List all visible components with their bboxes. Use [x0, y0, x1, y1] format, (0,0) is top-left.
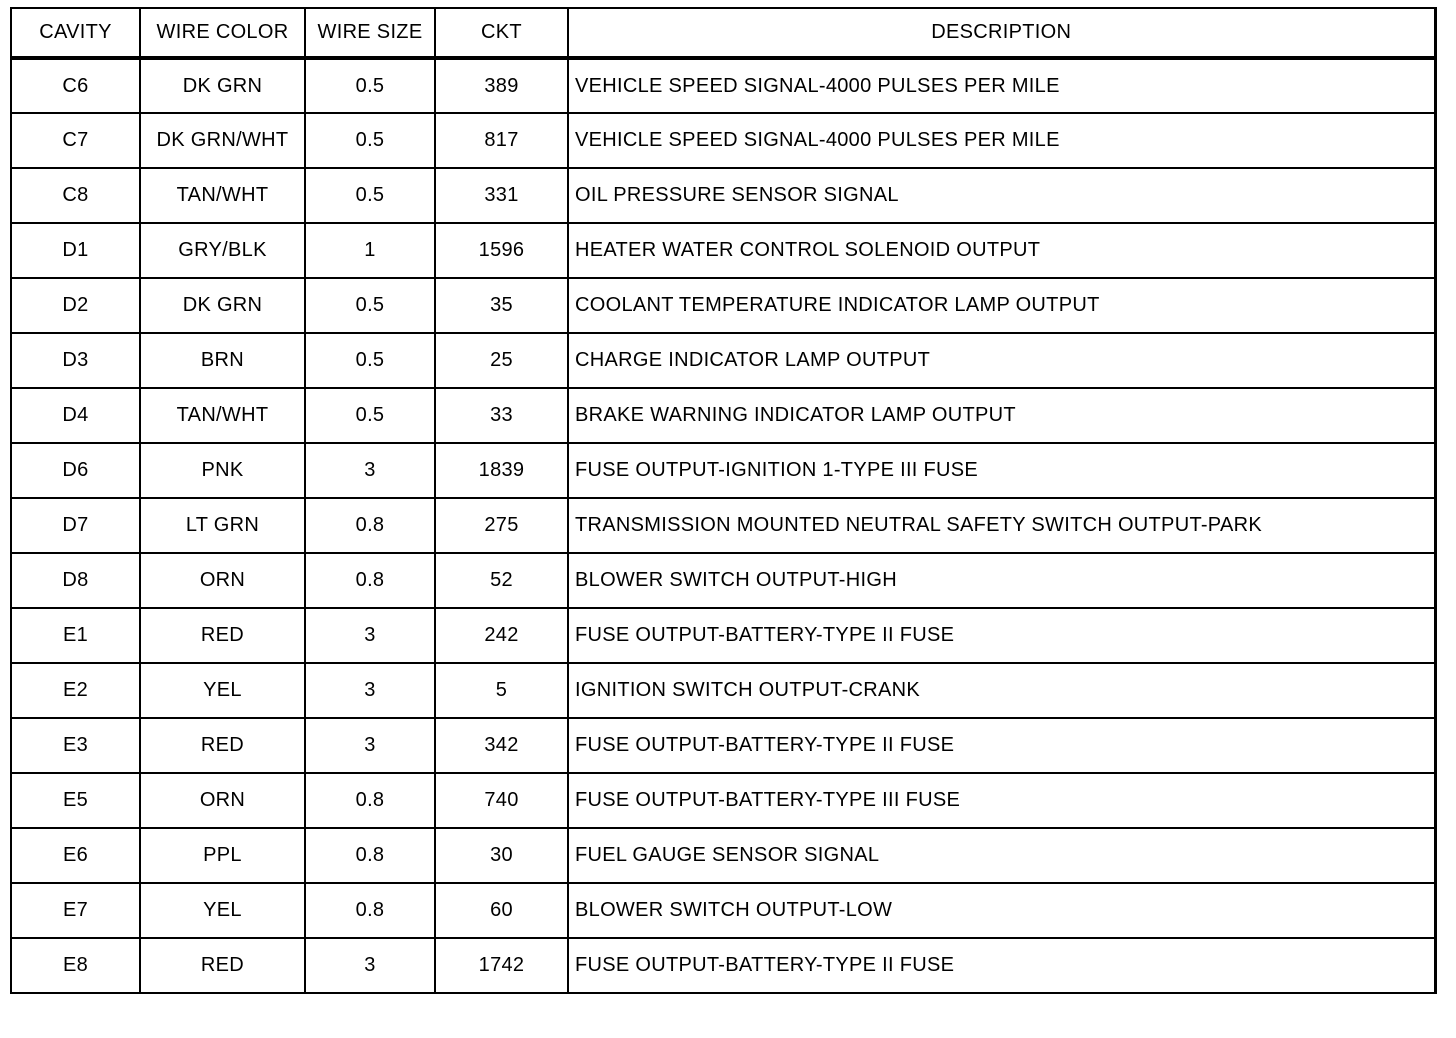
table-row — [11, 883, 1435, 938]
cell-wire-size: 3 — [305, 608, 435, 663]
cell-wire-size: 1 — [305, 223, 435, 278]
cell-description: FUSE OUTPUT-BATTERY-TYPE II FUSE — [568, 938, 1435, 993]
cell-wire-color: GRY/BLK — [140, 223, 305, 278]
cell-cavity: E5 — [11, 773, 140, 828]
table-row — [11, 773, 1435, 828]
cell-description: VEHICLE SPEED SIGNAL-4000 PULSES PER MILE — [568, 58, 1435, 113]
cell-description: IGNITION SWITCH OUTPUT-CRANK — [568, 663, 1435, 718]
header-ckt: CKT — [435, 8, 568, 58]
table-row — [11, 553, 1435, 608]
cell-wire-color: DK GRN — [140, 58, 305, 113]
cell-wire-color: ORN — [140, 773, 305, 828]
cell-cavity: D7 — [11, 498, 140, 553]
cell-cavity: D6 — [11, 443, 140, 498]
cell-cavity: E3 — [11, 718, 140, 773]
cell-cavity: E8 — [11, 938, 140, 993]
cell-ckt: 60 — [435, 883, 568, 938]
cell-cavity: D3 — [11, 333, 140, 388]
cell-wire-color: PNK — [140, 443, 305, 498]
cell-cavity: D8 — [11, 553, 140, 608]
connector-cavity-table — [10, 7, 1437, 994]
cell-cavity: C7 — [11, 113, 140, 168]
cell-description: FUEL GAUGE SENSOR SIGNAL — [568, 828, 1435, 883]
cell-wire-color: DK GRN — [140, 278, 305, 333]
cell-ckt: 740 — [435, 773, 568, 828]
cell-wire-size: 0.5 — [305, 333, 435, 388]
cell-wire-size: 0.5 — [305, 388, 435, 443]
table-row — [11, 278, 1435, 333]
cell-description: OIL PRESSURE SENSOR SIGNAL — [568, 168, 1435, 223]
cell-cavity: C8 — [11, 168, 140, 223]
cell-ckt: 35 — [435, 278, 568, 333]
cell-cavity: D4 — [11, 388, 140, 443]
cell-wire-color: RED — [140, 608, 305, 663]
cell-cavity: D2 — [11, 278, 140, 333]
cell-wire-size: 0.5 — [305, 278, 435, 333]
cell-description: FUSE OUTPUT-BATTERY-TYPE II FUSE — [568, 718, 1435, 773]
cell-ckt: 1742 — [435, 938, 568, 993]
cell-ckt: 331 — [435, 168, 568, 223]
cell-description: BLOWER SWITCH OUTPUT-HIGH — [568, 553, 1435, 608]
table-row — [11, 938, 1435, 993]
table-row — [11, 113, 1435, 168]
table-row — [11, 333, 1435, 388]
cell-wire-color: RED — [140, 718, 305, 773]
table-row — [11, 223, 1435, 278]
cell-description: COOLANT TEMPERATURE INDICATOR LAMP OUTPUT — [568, 278, 1435, 333]
cell-description: FUSE OUTPUT-BATTERY-TYPE III FUSE — [568, 773, 1435, 828]
cell-wire-color: ORN — [140, 553, 305, 608]
cell-ckt: 52 — [435, 553, 568, 608]
cell-cavity: D1 — [11, 223, 140, 278]
cell-wire-color: TAN/WHT — [140, 168, 305, 223]
cell-wire-color: BRN — [140, 333, 305, 388]
table-row — [11, 388, 1435, 443]
cell-wire-size: 3 — [305, 938, 435, 993]
cell-description: HEATER WATER CONTROL SOLENOID OUTPUT — [568, 223, 1435, 278]
table-row — [11, 498, 1435, 553]
cell-description: FUSE OUTPUT-IGNITION 1-TYPE III FUSE — [568, 443, 1435, 498]
header-description: DESCRIPTION — [568, 8, 1435, 58]
cell-cavity: C6 — [11, 58, 140, 113]
cell-wire-size: 0.8 — [305, 773, 435, 828]
cell-ckt: 1596 — [435, 223, 568, 278]
cell-wire-size: 3 — [305, 443, 435, 498]
table-row — [11, 608, 1435, 663]
cell-wire-size: 0.5 — [305, 168, 435, 223]
table-body — [11, 58, 1435, 993]
cell-ckt: 389 — [435, 58, 568, 113]
header-wire-color: WIRE COLOR — [140, 8, 305, 58]
cell-ckt: 33 — [435, 388, 568, 443]
table-row — [11, 718, 1435, 773]
cell-wire-color: DK GRN/WHT — [140, 113, 305, 168]
header-cavity: CAVITY — [11, 8, 140, 58]
cell-ckt: 5 — [435, 663, 568, 718]
cell-wire-size: 0.5 — [305, 58, 435, 113]
cell-cavity: E6 — [11, 828, 140, 883]
cell-wire-size: 0.8 — [305, 828, 435, 883]
cell-cavity: E7 — [11, 883, 140, 938]
cell-ckt: 817 — [435, 113, 568, 168]
cell-description: BLOWER SWITCH OUTPUT-LOW — [568, 883, 1435, 938]
cell-wire-color: LT GRN — [140, 498, 305, 553]
cell-description: BRAKE WARNING INDICATOR LAMP OUTPUT — [568, 388, 1435, 443]
cell-wire-size: 3 — [305, 663, 435, 718]
table-row — [11, 828, 1435, 883]
cell-wire-color: PPL — [140, 828, 305, 883]
cell-wire-size: 0.8 — [305, 498, 435, 553]
cell-cavity: E1 — [11, 608, 140, 663]
table-row — [11, 58, 1435, 113]
cell-wire-color: YEL — [140, 663, 305, 718]
cell-ckt: 25 — [435, 333, 568, 388]
cell-ckt: 275 — [435, 498, 568, 553]
cell-wire-size: 3 — [305, 718, 435, 773]
cell-description: TRANSMISSION MOUNTED NEUTRAL SAFETY SWITCH OUTPUT-PARK — [568, 498, 1435, 553]
cell-wire-color: YEL — [140, 883, 305, 938]
cell-description: FUSE OUTPUT-BATTERY-TYPE II FUSE — [568, 608, 1435, 663]
table-row — [11, 168, 1435, 223]
table-row — [11, 663, 1435, 718]
cell-ckt: 1839 — [435, 443, 568, 498]
table-row — [11, 443, 1435, 498]
cell-wire-size: 0.8 — [305, 883, 435, 938]
cell-ckt: 242 — [435, 608, 568, 663]
table-header-row — [11, 8, 1435, 58]
cell-description: CHARGE INDICATOR LAMP OUTPUT — [568, 333, 1435, 388]
cell-wire-color: RED — [140, 938, 305, 993]
cell-ckt: 342 — [435, 718, 568, 773]
cell-cavity: E2 — [11, 663, 140, 718]
cell-description: VEHICLE SPEED SIGNAL-4000 PULSES PER MILE — [568, 113, 1435, 168]
cell-wire-color: TAN/WHT — [140, 388, 305, 443]
cell-ckt: 30 — [435, 828, 568, 883]
header-wire-size: WIRE SIZE — [305, 8, 435, 58]
cell-wire-size: 0.8 — [305, 553, 435, 608]
cell-wire-size: 0.5 — [305, 113, 435, 168]
